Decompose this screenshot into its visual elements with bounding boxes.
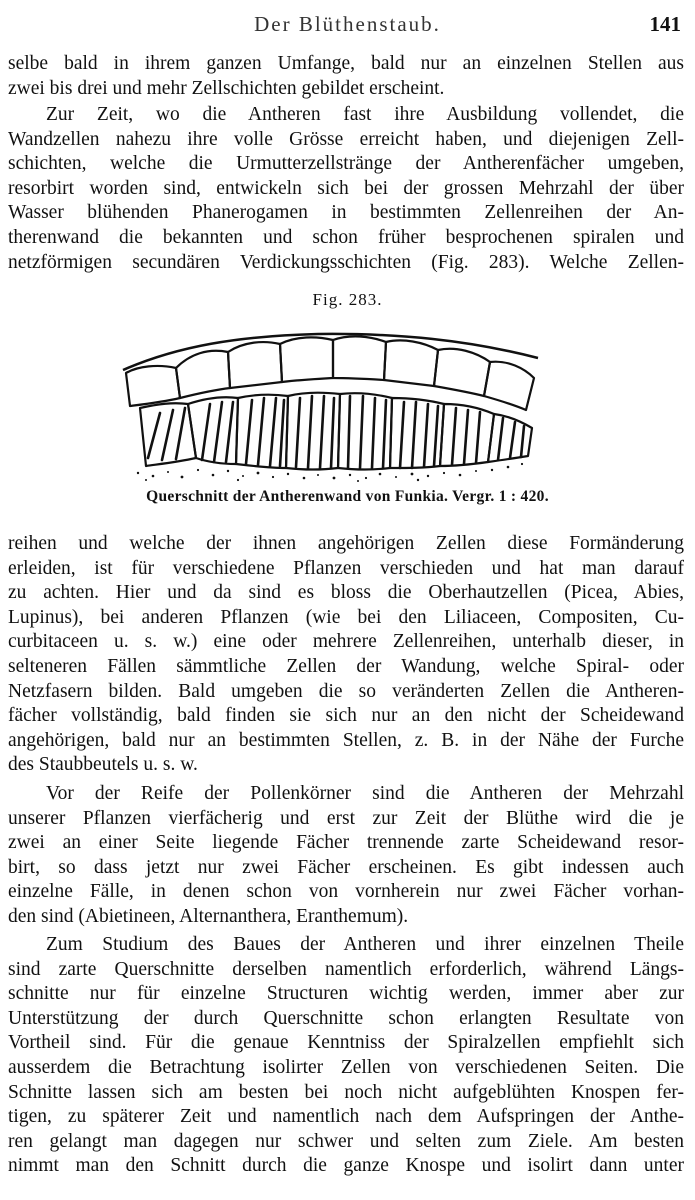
text-line: Zur Zeit, wo die Antheren fast ihre Ausbildung vollendet, die	[46, 104, 684, 125]
paragraph-5	[8, 933, 684, 1179]
text-line: therenwand die bekannten und schon früher besprochenen spiralen und	[8, 226, 684, 248]
text-line: Unterstützung der durch Querschnitte schon erlangten Resultate von	[8, 1007, 684, 1029]
text-line: reihen und welche der ihnen angehörigen Zellen diese Formänderung	[8, 533, 684, 554]
text-line: Lupinus), bei anderen Pflanzen (wie bei den Liliaceen, Compositen, Cu-	[8, 606, 684, 628]
text-line: ausserdem die Betrachtung isolirter Zellen von verschiedenen Seiten. Die	[8, 1056, 684, 1078]
anther-wall-illustration	[118, 318, 558, 483]
text-line: Netzfasern bilden. Bald umgeben die so veränderten Zellen die Antheren-	[8, 680, 684, 702]
running-head: Der Blüthenstaub.	[254, 12, 441, 36]
text-line: selteneren Fällen sämmtliche Zellen der Wandung, welche Spiral- oder	[8, 655, 684, 677]
text-line: unserer Pflanzen vierfächerig und erst zur Zeit der Blüthe wird die je	[8, 807, 684, 829]
paragraph-2	[8, 103, 684, 275]
text-line: Wasser blühenden Phanerogamen in bestimmten Zellenreihen der An-	[8, 202, 684, 224]
text-line: angehörigen, bald nur an bestimmten Stellen, z. B. in der Nähe der Furche	[8, 729, 684, 751]
text-line: Wandzellen nahezu ihre volle Grösse erreicht haben, und diejenigen Zell-	[8, 128, 684, 150]
text-line: resorbirt worden sind, entwickeln sich bei der grossen Mehrzahl der über	[8, 177, 684, 199]
text-line: ren gelangt man dagegen nur schwer und selten zum Ziele. Am besten	[8, 1130, 684, 1152]
paragraph-4	[8, 782, 684, 930]
text-line: netzförmigen secundären Verdickungsschichten (Fig. 283). Welche Zellen-	[8, 251, 684, 273]
text-line: Schnitte lassen sich am besten bei noch nicht aufgeblühten Knospen fer-	[8, 1081, 684, 1103]
text-line: einzelne Fälle, in denen schon von vornherein nur zwei Fächer vorhan-	[8, 881, 684, 903]
figure-label: Fig. 283.	[312, 290, 383, 309]
paragraph-1	[8, 52, 684, 101]
page-number: 141	[649, 12, 681, 36]
text-line: nimmt man den Schnitt durch die ganze Knospe und isolirt dann unter	[8, 1155, 684, 1177]
text-line: schnitte nur für einzelne Structuren wichtig werden, immer aber zur	[8, 983, 684, 1005]
text-line: Vor der Reife der Pollenkörner sind die Antheren der Mehrzahl	[46, 783, 684, 804]
text-line: fächer vollständig, bald finden sie sich nur an den nicht der Scheidewand	[8, 705, 684, 727]
text-line: zwei bis drei und mehr Zellschichten gebildet erscheint.	[8, 77, 445, 99]
text-line: Vortheil sind. Für die genaue Kenntniss der Spiralzellen empfiehlt sich	[8, 1032, 684, 1054]
text-line: zu achten. Hier und da sind es bloss die Oberhautzellen (Picea, Abies,	[8, 582, 684, 604]
text-line: selbe bald in ihrem ganzen Umfange, bald nur an einzelnen Stellen aus	[8, 53, 684, 74]
text-line: sind zarte Querschnitte derselben namentlich erforderlich, während Längs-	[8, 958, 684, 980]
text-line: des Staubbeutels u. s. w.	[8, 754, 198, 776]
text-line: tigen, zu späterer Zeit und namentlich nach dem Aufspringen der Anthe-	[8, 1106, 684, 1128]
text-line: birt, so dass jetzt nur zwei Fächer erscheinen. Es gibt indessen auch	[8, 856, 684, 878]
text-line: schichten, welche die Urmutterzellstränge der Antherenfächer umgeben,	[8, 153, 684, 175]
page-header	[0, 4, 695, 44]
text-line: curbitaceen u. s. w.) eine oder mehrere Zellenreihen, unterhalb dieser, in	[8, 631, 684, 653]
text-line: Zum Studium des Baues der Antheren und ihrer einzelnen Theile	[46, 934, 684, 955]
paragraph-3	[8, 532, 684, 778]
text-line: erleiden, ist für verschiedene Pflanzen verschieden und hat man darauf	[8, 557, 684, 579]
text-line: zwei an einer Seite liegende Fächer trennende zarte Scheidewand resor-	[8, 832, 684, 854]
figure-caption: Querschnitt der Antherenwand von Funkia. Vergr. 1 : 420.	[146, 488, 549, 505]
text-line: den sind (Abietineen, Alternanthera, Eranthemum).	[8, 905, 409, 927]
